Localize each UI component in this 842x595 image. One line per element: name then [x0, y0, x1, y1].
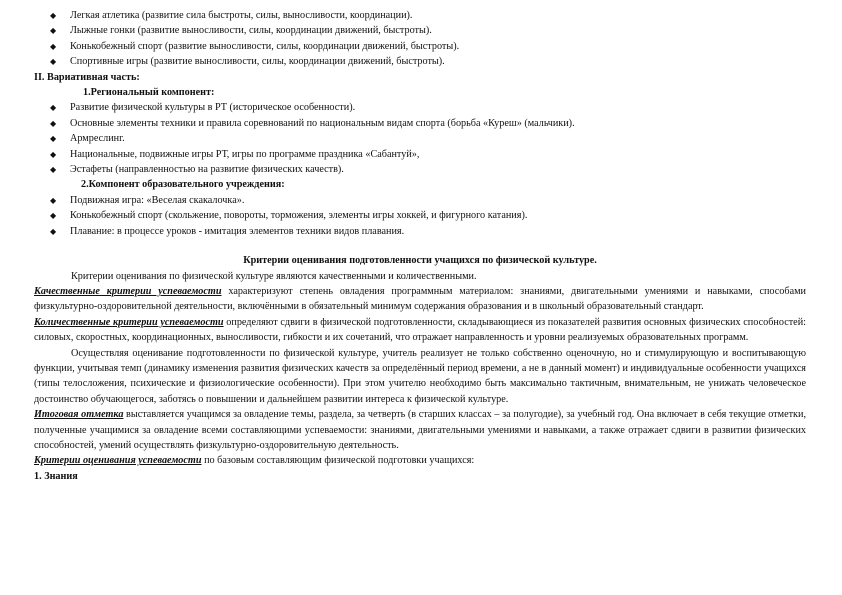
list-item: ◆ Конькобежный спорт (развитие выносливости, силы, координации движений, быстроты).	[34, 39, 806, 54]
sports-list	[34, 8, 806, 70]
subsection-heading: 2.Компонент образовательного учреждения:	[81, 179, 285, 191]
document-page	[34, 8, 806, 484]
section-heading: II. Вариативная часть:	[34, 71, 140, 83]
bullet-icon: ◆	[50, 57, 57, 67]
bullet-icon: ◆	[50, 149, 57, 159]
list-item: ◆ Спортивные игры (развитие выносливости, силы, координации движений, быстроты).	[34, 54, 806, 69]
criteria-term: Критерии оценивания успеваемости	[34, 455, 202, 467]
criteria-title: Критерии оценивания подготовленности учащихся по физической культуре.	[243, 255, 597, 267]
quality-term: Качественные критерии успеваемости	[34, 285, 222, 297]
bullet-icon: ◆	[50, 195, 57, 205]
list-item: ◆ Эстафеты (направленностью на развитие физических качеств).	[34, 162, 806, 177]
quality-paragraph: Качественные критерии успеваемости характеризуют степень овладения программным материалом: знаниями, двигательными умениями и навыками, способами физкультурно-оздоровительной деятельности, включёнными в обязательный минимум содержания образования и в школьный образовательный стандарт.	[34, 285, 806, 313]
bullet-icon: ◆	[50, 118, 57, 128]
bullet-icon: ◆	[50, 103, 57, 113]
quantity-paragraph: Количественные критерии успеваемости определяют сдвиги в физической подготовленности, складывающиеся из показателей развития основных физических способностей: силовых, скоростных, координационных, выносливости, гибкости и их сочетаний, что отражает направленность и уровни реализуемых образовательных программ.	[34, 316, 806, 344]
knowledge-heading: 1. Знания	[34, 470, 78, 482]
list-item: ◆ Национальные, подвижные игры РТ, игры по программе праздника «Сабантуй»,	[34, 147, 806, 162]
teacher-paragraph: Осуществляя оценивание подготовленности по физической культуре, учитель реализует не только собственно оценочную, но и стимулирующую и воспитывающую функции, учитывая темп (динамику изменения развития физических качеств за определённый период времени, а не в данный момент) и индивидуальные особенности учащихся (типы телосложения, психические и физиологические особенности). При этом учителю необходимо быть максимально тактичным, внимательным, не унижать человеческое достоинство обучающегося, заботясь о повышении и дальнейшем развитии интереса к физической культуре.	[34, 347, 806, 405]
list-item: ◆ Развитие физической культуры в РТ (историческое особенности).	[34, 100, 806, 115]
bullet-icon: ◆	[50, 26, 57, 36]
bullet-icon: ◆	[50, 226, 57, 236]
list-item: ◆ Армреслинг.	[34, 131, 806, 146]
subsection-heading: 1.Региональный компонент:	[83, 87, 215, 99]
list-item: ◆ Основные элементы техники и правила соревнований по национальным видам спорта (борьба «Куреш» (мальчики).	[34, 116, 806, 131]
regional-list	[34, 100, 806, 177]
list-item: ◆ Плавание: в процессе уроков - имитация элементов техники видов плавания.	[34, 224, 806, 239]
bullet-icon: ◆	[50, 211, 57, 221]
criteria-paragraph: Критерии оценивания успеваемости по базовым составляющим физической подготовки учащихся:	[34, 455, 475, 467]
list-item: ◆ Лыжные гонки (развитие выносливости, силы, координации движений, быстроты).	[34, 23, 806, 38]
final-term: Итоговая отметка	[34, 409, 124, 421]
final-grade-paragraph: Итоговая отметка выставляется учащимся за овладение темы, раздела, за четверть (в старших классах – за полугодие), за учебный год. Она включает в себя текущие отметки, полученные учащимися за овладение всеми составляющими успеваемости: знаниями, двигательными умениями и навыками, а также отражает сдвиги в развитии физических способностей, умений осуществлять физкультурно-оздоровительную деятельность.	[34, 409, 806, 451]
list-item: ◆ Конькобежный спорт (скольжение, повороты, торможения, элементы игры хоккей, и фигурного катания).	[34, 208, 806, 223]
intro-paragraph: Критерии оценивания по физической культуре являются качественными и количественными.	[71, 270, 477, 282]
list-item: ◆ Легкая атлетика (развитие сила быстроты, силы, выносливости, координации).	[34, 8, 806, 23]
bullet-icon: ◆	[50, 165, 57, 175]
bullet-icon: ◆	[50, 41, 57, 51]
quantity-term: Количественные критерии успеваемости	[34, 316, 224, 328]
bullet-icon: ◆	[50, 134, 57, 144]
school-list	[34, 193, 806, 239]
bullet-icon: ◆	[50, 11, 57, 20]
list-item: ◆ Подвижная игра: «Веселая скакалочка».	[34, 193, 806, 208]
